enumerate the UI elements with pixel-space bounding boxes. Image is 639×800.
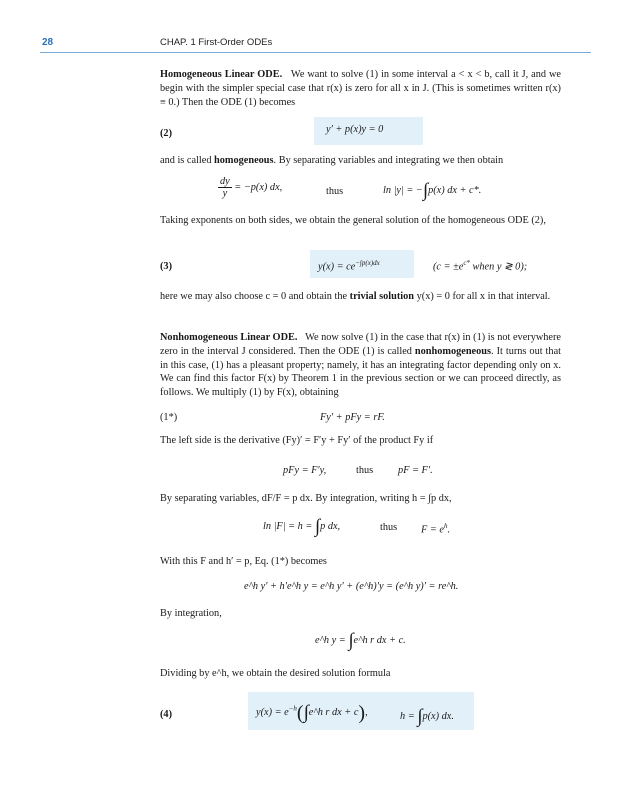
with-para: With this F and h′ = p, Eq. (1*) becomes bbox=[160, 556, 327, 567]
eq1star: Fy′ + pFy = rF. bbox=[320, 412, 385, 423]
eq3-condition: ($c = \pm e^{c*}$ when y ≷ 0); bbox=[433, 259, 528, 273]
header-rule bbox=[40, 52, 591, 53]
eq4-label: (4) bbox=[160, 709, 173, 720]
eq-ln-f-thus: thus bbox=[380, 522, 398, 533]
eq-integration: e^h y = ∫e^h r dx + c. bbox=[315, 630, 406, 651]
eq1star-label: (1*) bbox=[160, 412, 178, 423]
eq-f: $F = e^h$. bbox=[421, 522, 451, 536]
divide-para: Dividing by e^h, we obtain the desired solution formula bbox=[160, 668, 391, 679]
eq3: $y(x) = ce^{-\int p(x)dx}$ bbox=[318, 259, 380, 273]
by-integration-para: By integration, bbox=[160, 608, 222, 619]
homogeneous-para3: Taking exponents on both sides, we obtain the general solution of the homogeneous ODE (2), bbox=[160, 215, 546, 226]
eq2-label: (2) bbox=[160, 128, 173, 139]
separation-para: By separating variables, dF/F = p dx. By integration, writing h = ∫p dx, bbox=[160, 493, 452, 504]
chapter-title: CHAP. 1 First-Order ODEs bbox=[160, 37, 273, 48]
eq3-label: (3) bbox=[160, 261, 173, 272]
eq-pfy: pFy = F′y, bbox=[283, 465, 327, 476]
homogeneous-para4: here we may also choose c = 0 and obtain the trivial solution y(x) = 0 for all x in that interval. bbox=[160, 291, 551, 302]
eq-ln-f: ln |F| = h = ∫p dx, bbox=[263, 516, 341, 537]
separation-log: ln |y| = −∫p(x) dx + c*. bbox=[383, 180, 482, 201]
nonhomogeneous-heading: Nonhomogeneous Linear ODE. bbox=[160, 332, 298, 343]
eq-long: e^h y′ + h′e^h y = e^h y′ + (e^h)′y = (e^h y)′ = re^h. bbox=[244, 581, 459, 592]
separation-thus: thus bbox=[326, 186, 344, 197]
eq2: y′ + p(x)y = 0 bbox=[326, 124, 384, 135]
separation-eq: $\frac{dy}{y}$ = −p(x) dx, bbox=[220, 176, 283, 199]
homogeneous-intro: Homogeneous Linear ODE. We want to solve (1) in some interval a < x < b, call it J, and we begin with the simpler special case that r(x) is zero for all x in J. (This is sometimes written r(x) ≡ 0.) Then the ODE (1) becomes bbox=[160, 69, 561, 108]
eq4: $y(x) = e^{-h}(\int e\^{}h$ r dx + c), bbox=[256, 702, 368, 724]
eq4-h: h = ∫p(x) dx. bbox=[400, 706, 454, 727]
eq-pfy-thus: thus bbox=[356, 465, 374, 476]
homogeneous-heading: Homogeneous Linear ODE. bbox=[160, 69, 283, 80]
derivative-para: The left side is the derivative (Fy)′ = F′y + Fy′ of the product Fy if bbox=[160, 435, 434, 446]
page-number: 28 bbox=[42, 37, 54, 48]
nonhomogeneous-intro: Nonhomogeneous Linear ODE. We now solve (1) in the case that r(x) in (1) is not everywhere zero in the interval J considered. Then the ODE (1) is called nonhomogeneous. It turns out that in this case, (1) has a pleasant property; namely, it has an integrating factor depending only on x. We can find this factor F(x) by Theorem 1 in the previous section or we can proceed directly, as follows. We multiply (1) by F(x), obtaining bbox=[160, 332, 562, 399]
homogeneous-para2: and is called homogeneous. By separating variables and integrating we then obtain bbox=[160, 155, 504, 166]
eq-pf: pF = F′. bbox=[398, 465, 433, 476]
